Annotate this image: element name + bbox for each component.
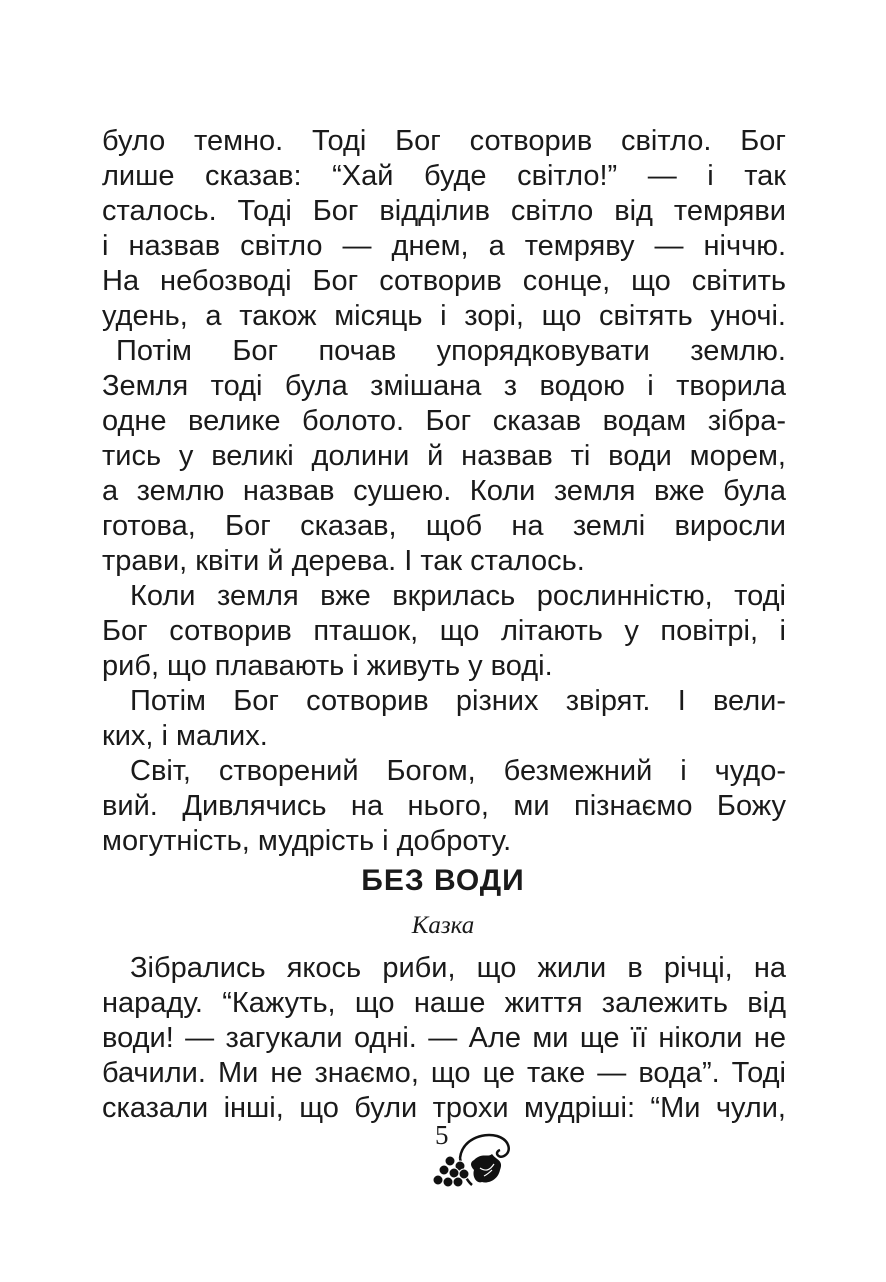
text-line: тись у великі долини й назвав ті води морем, — [102, 440, 786, 472]
body-text-section — [102, 124, 786, 859]
text-line: а землю назвав сушею. Коли земля вже була — [102, 475, 786, 507]
story-subtitle: Казка — [411, 912, 475, 939]
story-text — [102, 951, 786, 1126]
text-line: вий. Дивлячись на нього, ми пізнаємо Божу — [102, 790, 786, 822]
text-line: На небозводі Бог сотворив сонце, що світить — [102, 265, 786, 297]
text-line: сталось. Тоді Бог відділив світло від темряви — [102, 195, 786, 227]
story-title: БЕЗ ВОДИ — [361, 864, 525, 897]
text-line: було темно. Тоді Бог сотворив світло. Бог — [102, 125, 786, 157]
text-line: Коли земля вже вкрилась рослинністю, тоді — [130, 580, 786, 612]
text-line: Потім Бог сотворив різних звірят. І вели- — [130, 685, 786, 717]
grape-vine-icon — [432, 1130, 522, 1195]
text-line: ких, і малих. — [102, 720, 268, 752]
text-line: трави, квіти й дерева. І так сталось. — [102, 545, 585, 577]
text-line: і назвав світло — днем, а темряву — ніччю. — [102, 230, 786, 262]
text-line: удень, а також місяць і зорі, що світять уночі. — [102, 300, 786, 332]
text-line: одне велике болото. Бог сказав водам зібра- — [102, 405, 786, 437]
text-line: сказали інші, що були трохи мудріші: “Ми чули, — [102, 1092, 786, 1124]
text-line: нараду. “Кажуть, що наше життя залежить від — [102, 987, 786, 1019]
text-line: Зібрались якось риби, що жили в річці, на — [130, 952, 786, 984]
text-line: Бог сотворив пташок, що літають у повітрі, і — [102, 615, 786, 647]
text-line: Потім Бог почав упорядковувати землю. — [116, 335, 786, 367]
text-line: Світ, створений Богом, безмежний і чудо- — [130, 755, 786, 787]
text-line: готова, Бог сказав, щоб на землі виросли — [102, 510, 786, 542]
text-line: лише сказав: “Хай буде світло!” — і так — [102, 160, 786, 192]
text-line: могутність, мудрість і доброту. — [102, 825, 512, 857]
page-number: 5 — [435, 1120, 449, 1150]
text-line: риб, що плавають і живуть у воді. — [102, 650, 553, 682]
text-line: води! — загукали одні. — Але ми ще її ніколи не — [102, 1022, 786, 1054]
text-line: бачили. Ми не знаємо, що це таке — вода”. Тоді — [102, 1057, 786, 1089]
text-line: Земля тоді була змішана з водою і творила — [102, 370, 786, 402]
